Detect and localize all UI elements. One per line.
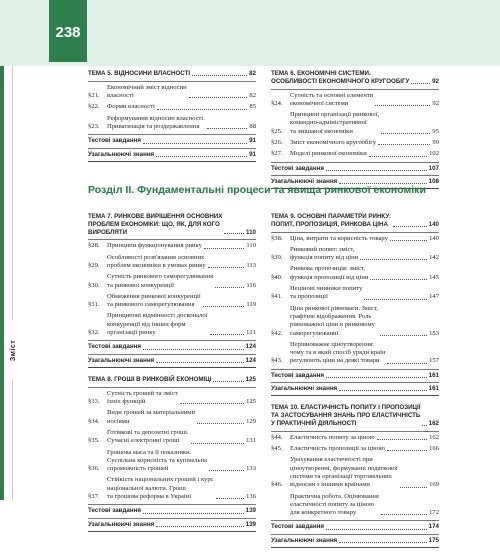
entry-page: 157	[429, 357, 439, 365]
toc-entry	[88, 429, 256, 446]
entry-page: 92	[432, 99, 439, 107]
entry-title: Стійкість національних грошей і курс національної валюти. Гроші та грошова реформа в Україні	[107, 476, 214, 501]
entry-text-wrap	[107, 254, 246, 271]
tests-label: Тестові завдання	[271, 371, 324, 379]
entry-text-wrap	[290, 493, 429, 518]
topic-header	[271, 70, 439, 86]
entry-title: Ринковий попит: зміст, функція попиту від ціни	[290, 245, 359, 262]
entry-page: 99	[432, 139, 439, 147]
paragraph-number: §27.	[271, 150, 283, 158]
summary-rule	[88, 354, 256, 355]
tests-page: 124	[245, 343, 256, 351]
entry-title: Ціна ринкової рівноваги. Зміст, графічне відображення. Роль рівноважної ціни в ринковому саморегулюванні	[290, 304, 378, 337]
leader-dots	[377, 439, 427, 440]
toc-entry	[271, 434, 439, 442]
topic-end-rule	[271, 395, 439, 396]
entry-text-wrap	[107, 312, 246, 337]
topic-spacer	[271, 550, 439, 556]
entry-page: 147	[429, 293, 439, 301]
entry-title: Реформування відносин власності. Приватизація та роздержавлення	[107, 114, 205, 130]
leader-dots	[339, 390, 427, 391]
entry-title: Особливості розв'язання основних проблем економіки в умовах ринку	[107, 253, 206, 269]
entry-page: 121	[246, 329, 256, 337]
entry-title: Еластичність пропозиції за ціною	[290, 445, 385, 453]
topic-page: 110	[246, 228, 256, 236]
toc-entry	[88, 449, 256, 474]
entry-page: 131	[246, 437, 256, 445]
paragraph-number: §22.	[88, 103, 100, 111]
entry-text-wrap	[290, 341, 429, 366]
topic-title: ТЕМА 10. ЕЛАСТИЧНІСТЬ ПОПИТУ І ПРОПОЗИЦІЇ ТА ЗАСТОСУВАННЯ ЗНАНЬ ПРО ЕЛАСТИЧНІСТЬ У ПРАКТИЧНІЙ ДІЯЛЬНОСТІ	[271, 404, 421, 427]
topic-end-rule	[88, 367, 256, 368]
paragraph-number: §34.	[88, 417, 100, 425]
topic-end-rule	[271, 547, 439, 548]
toc-entry	[88, 242, 256, 250]
entry-text-wrap	[290, 445, 429, 453]
entry-text-wrap	[290, 150, 429, 158]
topic-page: 162	[428, 419, 439, 427]
tests-line	[271, 372, 439, 380]
entry-text-wrap	[107, 409, 246, 426]
leader-dots	[411, 83, 430, 84]
tests-line	[88, 137, 256, 145]
topic-spacer	[88, 534, 256, 540]
paragraph-number: §32.	[88, 329, 100, 337]
topic-header	[271, 213, 439, 229]
tests-line	[88, 507, 256, 515]
entry-page: 95	[432, 127, 439, 135]
summary-page: 124	[245, 356, 256, 364]
topic-header	[271, 404, 439, 427]
toc-entry	[88, 103, 256, 111]
paragraph-number: §25.	[271, 127, 283, 135]
topic-title: ТЕМА 7. РИНКОВЕ ВИРІШЕННЯ ОСНОВНИХ ПРОБЛЕМ ЕКОНОМІКИ: ЩО, ЯК, ДЛЯ КОГО ВИРОБЛЯТИ	[88, 213, 223, 236]
toc-entry	[88, 273, 256, 290]
leader-dots	[400, 487, 428, 488]
entry-text-wrap	[107, 84, 249, 101]
toc-entry	[88, 254, 256, 271]
paragraph-number: §24.	[271, 99, 283, 107]
leader-dots	[215, 287, 244, 288]
leader-dots	[375, 105, 430, 106]
entry-text-wrap	[107, 429, 246, 446]
entry-title: Принципи функціонування ринку	[107, 242, 202, 250]
entry-page: 102	[429, 150, 439, 158]
tests-line	[271, 165, 439, 173]
summary-page: 91	[249, 150, 256, 158]
toc-entry	[271, 456, 439, 489]
leader-dots	[157, 109, 248, 110]
toc-entry	[271, 139, 439, 147]
leader-dots	[143, 513, 244, 514]
leader-dots	[208, 267, 245, 268]
summary-line	[271, 385, 439, 393]
paragraph-number: §28.	[88, 242, 100, 250]
summary-label: Узагальнюючі знання	[271, 536, 338, 544]
paragraph-number: §31.	[88, 301, 100, 309]
header-rule	[271, 89, 439, 90]
toc-entry	[88, 115, 256, 132]
entry-page: 110	[246, 242, 256, 250]
leader-dots	[224, 233, 244, 234]
entry-text-wrap	[290, 305, 429, 338]
summary-rule	[271, 534, 439, 535]
leader-dots	[156, 362, 244, 363]
entry-page: 153	[429, 329, 439, 337]
entry-text-wrap	[107, 273, 246, 290]
paragraph-number: §45.	[271, 445, 283, 453]
toc-entry	[271, 305, 439, 338]
paragraph-number: §36.	[88, 465, 100, 473]
toc-entry	[88, 293, 256, 310]
toc-entry	[271, 246, 439, 263]
leader-dots	[213, 381, 243, 382]
tests-label: Тестові завдання	[271, 164, 324, 172]
entry-page: 140	[429, 234, 439, 242]
tests-rule	[88, 504, 256, 505]
entry-page: 113	[246, 261, 256, 269]
leader-dots	[326, 170, 427, 171]
leader-dots	[192, 75, 247, 76]
entry-title: Моделі ринкової економіки	[290, 150, 367, 158]
toc-entry	[271, 341, 439, 366]
leader-dots	[381, 514, 427, 515]
entry-title: Нецінові чинники попиту та пропозиції	[290, 285, 363, 301]
tests-page: 174	[428, 523, 439, 531]
page-number: 238	[49, 0, 87, 62]
entry-text-wrap	[290, 285, 429, 302]
entry-page: 133	[246, 465, 256, 473]
leader-dots	[204, 248, 244, 249]
paragraph-number: §39.	[271, 254, 283, 262]
summary-page: 108	[428, 177, 439, 185]
entry-title: Нерівноважне ціноутворення: чому та в який спосіб уряди країн регулюють ціни на деякі товари	[290, 340, 386, 365]
leader-dots	[387, 450, 427, 451]
entry-title: Ціна, витрати та корисність товару	[290, 234, 388, 242]
leader-dots	[207, 128, 248, 129]
leader-dots	[143, 143, 247, 144]
summary-page: 175	[428, 536, 439, 544]
side-tab	[6, 320, 22, 380]
paragraph-number: §21.	[88, 92, 100, 100]
summary-page: 161	[428, 385, 439, 393]
paragraph-number: §23.	[88, 122, 100, 130]
toc-entry	[271, 150, 439, 158]
entry-title: Принципові відмінності досконалої конкуренції від інших форм організації ринку	[107, 312, 208, 337]
summary-rule	[271, 382, 439, 383]
entry-title: Сутність грошей та зміст їхніх функцій	[107, 389, 178, 406]
entry-page: 125	[246, 398, 256, 406]
summary-label: Узагальнюючі знання	[271, 385, 338, 393]
tests-page: 139	[245, 507, 256, 515]
entry-title: Грошова маса та її показники. Суспільна корисність та купівельна спроможність грошей	[107, 448, 208, 473]
entry-page: 88	[249, 122, 256, 130]
summary-line	[88, 521, 256, 529]
topic-header	[88, 213, 256, 236]
tests-label: Тестові завдання	[88, 343, 141, 351]
topic-title: ТЕМА 5. ВІДНОСИНИ ВЛАСНОСТІ	[88, 70, 191, 77]
leader-dots	[209, 470, 244, 471]
leader-dots	[326, 529, 427, 530]
topic-end-rule	[88, 531, 256, 532]
entry-page: 142	[429, 254, 439, 262]
paragraph-number: §40.	[271, 273, 283, 281]
entry-text-wrap	[107, 293, 246, 310]
toc-entry	[88, 476, 256, 501]
topic-page: 92	[432, 77, 439, 85]
entry-title: Ринкова пропозиція: зміст, функція пропозиції від ціни	[290, 265, 369, 281]
summary-label: Узагальнюючі знання	[88, 356, 155, 364]
tests-rule	[88, 340, 256, 341]
toc-entry	[88, 84, 256, 101]
entry-page: 129	[246, 417, 256, 425]
paragraph-number: §35.	[88, 437, 100, 445]
leader-dots	[143, 349, 244, 350]
topic-title: ТЕМА 9. ОСНОВНІ ПАРАМЕТРИ РИНКУ: ПОПИТ, ПРОПОЗИЦІЯ, РИНКОВА ЦІНА	[271, 213, 392, 228]
paragraph-number: §37.	[88, 493, 100, 501]
leader-dots	[364, 299, 427, 300]
entry-page: 85	[249, 103, 256, 111]
leader-dots	[422, 425, 426, 426]
topic-page: 82	[249, 70, 256, 77]
paragraph-number: §30.	[88, 281, 100, 289]
paragraph-number: §44.	[271, 433, 283, 441]
entry-page: 169	[429, 481, 439, 489]
entry-text-wrap	[290, 265, 429, 282]
header-rule	[271, 232, 439, 233]
topic-header	[88, 376, 256, 384]
tests-rule	[271, 369, 439, 370]
topic-page: 125	[245, 375, 256, 383]
summary-page: 139	[245, 520, 256, 528]
entry-title: Практична робота. Оцінювання еластичності попиту за ціною для конкретного товару	[290, 492, 379, 517]
leader-dots	[156, 526, 244, 527]
paragraph-number: §38.	[271, 234, 283, 242]
entry-title: Сутність та основні елементи економічної системи	[290, 91, 374, 107]
entry-title: Види грошей за матеріальними носіями	[107, 409, 195, 425]
entry-text-wrap	[290, 434, 429, 442]
entry-page: 162	[429, 433, 439, 441]
header-rule	[88, 387, 256, 388]
entry-title: Сутність ринкового саморегулювання та ринкової конкуренції	[107, 273, 214, 289]
tests-rule	[88, 134, 256, 135]
summary-line	[88, 357, 256, 365]
entry-page: 172	[429, 509, 439, 517]
leader-dots	[387, 363, 427, 364]
entry-page: 166	[429, 445, 439, 453]
paragraph-number: §46.	[271, 481, 283, 489]
entry-text-wrap	[107, 449, 246, 474]
toc-column-top-right	[271, 70, 439, 197]
summary-line	[88, 151, 256, 159]
toc-entry	[271, 493, 439, 518]
leader-dots	[216, 498, 245, 499]
summary-rule	[88, 518, 256, 519]
toc-column-bottom-right	[271, 213, 439, 556]
entry-text-wrap	[107, 103, 249, 111]
summary-label: Узагальнюючі знання	[88, 150, 155, 158]
side-divider	[12, 66, 13, 500]
toc-entry	[88, 409, 256, 426]
entry-text-wrap	[290, 246, 429, 263]
leader-dots	[203, 306, 245, 307]
topic-end-rule	[88, 161, 256, 162]
tests-label: Тестові завдання	[88, 507, 141, 515]
tests-rule	[271, 520, 439, 521]
tests-page: 161	[428, 371, 439, 379]
leader-dots	[393, 226, 427, 227]
topic-title: ТЕМА 6. ЕКОНОМІЧНІ СИСТЕМИ. ОСОБЛИВОСТІ ЕКОНОМІЧНОГО КРУГООБІГУ	[271, 70, 410, 85]
toc-column-bottom-left	[88, 213, 256, 540]
tests-page: 107	[428, 164, 439, 172]
tests-page: 91	[249, 137, 256, 145]
entry-text-wrap	[290, 456, 429, 489]
toc-entry	[271, 111, 439, 136]
tests-label: Тестові завдання	[88, 137, 141, 145]
toc-column-top-left	[88, 70, 256, 170]
leader-dots	[189, 97, 248, 98]
header-rule	[88, 239, 256, 240]
toc-entry	[271, 265, 439, 282]
leader-dots	[390, 240, 427, 241]
leader-dots	[381, 133, 430, 134]
summary-line	[271, 537, 439, 545]
entry-title: Еластичність попиту за ціною	[290, 433, 375, 441]
entry-title: Обмеження ринкової конкуренції та ринкового саморегулювання	[107, 292, 201, 309]
header-rule	[88, 81, 256, 82]
entry-title: Готівкові та депозитні гроші. Сучасні електронні гроші	[107, 428, 189, 445]
tests-label: Тестові завдання	[271, 523, 324, 531]
leader-dots	[326, 377, 427, 378]
paragraph-number: §43.	[271, 357, 283, 365]
entry-text-wrap	[290, 92, 432, 109]
topic-header	[88, 70, 256, 78]
entry-page: 136	[246, 493, 256, 501]
leader-dots	[156, 156, 247, 157]
leader-dots	[180, 403, 245, 404]
paragraph-number: §41.	[271, 293, 283, 301]
entry-text-wrap	[290, 235, 429, 243]
toc-entry	[271, 445, 439, 453]
leader-dots	[370, 279, 427, 280]
topic-title: ТЕМА 8. ГРОШІ В РИНКОВІЙ ЕКОНОМІЦІ	[88, 375, 212, 383]
entry-page: 116	[246, 281, 256, 289]
entry-title: Принципи організації ринкової, командно-адміністративної та змішаної економіки	[290, 111, 380, 135]
leader-dots	[210, 334, 245, 335]
leader-dots	[378, 144, 430, 145]
left-accent-bar	[0, 66, 4, 500]
entry-page: 145	[429, 273, 439, 281]
entry-title: Форми власності	[107, 103, 155, 111]
toc-entry	[271, 235, 439, 243]
paragraph-number: §42.	[271, 329, 283, 337]
paragraph-number: §29.	[88, 261, 100, 269]
entry-page: 82	[249, 92, 256, 100]
entry-text-wrap	[107, 242, 246, 250]
entry-page: 119	[246, 301, 256, 309]
summary-rule	[88, 148, 256, 149]
side-label: Зміст	[10, 339, 18, 361]
entry-title: Економічний зміст відносин власності	[107, 83, 187, 100]
paragraph-number: §33.	[88, 398, 100, 406]
topic-spacer	[88, 164, 256, 170]
toc-entry	[88, 312, 256, 337]
leader-dots	[369, 156, 427, 157]
tests-line	[88, 343, 256, 351]
leader-dots	[339, 542, 427, 543]
leader-dots	[360, 259, 427, 260]
tests-line	[271, 523, 439, 531]
leader-dots	[191, 443, 245, 444]
entry-text-wrap	[290, 111, 432, 136]
entry-title: Зміст економічного кругообігу	[290, 139, 377, 147]
leader-dots	[197, 423, 244, 424]
summary-label: Узагальнюючі знання	[271, 177, 338, 185]
entry-text-wrap	[107, 115, 249, 132]
summary-label: Узагальнюючі знання	[88, 520, 155, 528]
leader-dots	[380, 335, 427, 336]
toc-entry	[271, 92, 439, 109]
tests-rule	[271, 162, 439, 163]
entry-title: Урахування еластичності при ціноутворенні, формуванні податкової системи та організації торговельних відносин з іншими країнами	[290, 456, 398, 489]
paragraph-number: §26.	[271, 139, 283, 147]
header-rule	[271, 431, 439, 432]
summary-rule	[271, 175, 439, 176]
entry-text-wrap	[107, 390, 246, 407]
toc-entry	[88, 390, 256, 407]
section-title: Розділ II. Фундаментальні процеси та явища ринкової економіки	[88, 184, 426, 196]
entry-text-wrap	[290, 139, 432, 147]
toc-entry	[271, 285, 439, 302]
entry-text-wrap	[107, 476, 246, 501]
topic-page: 140	[428, 220, 439, 228]
